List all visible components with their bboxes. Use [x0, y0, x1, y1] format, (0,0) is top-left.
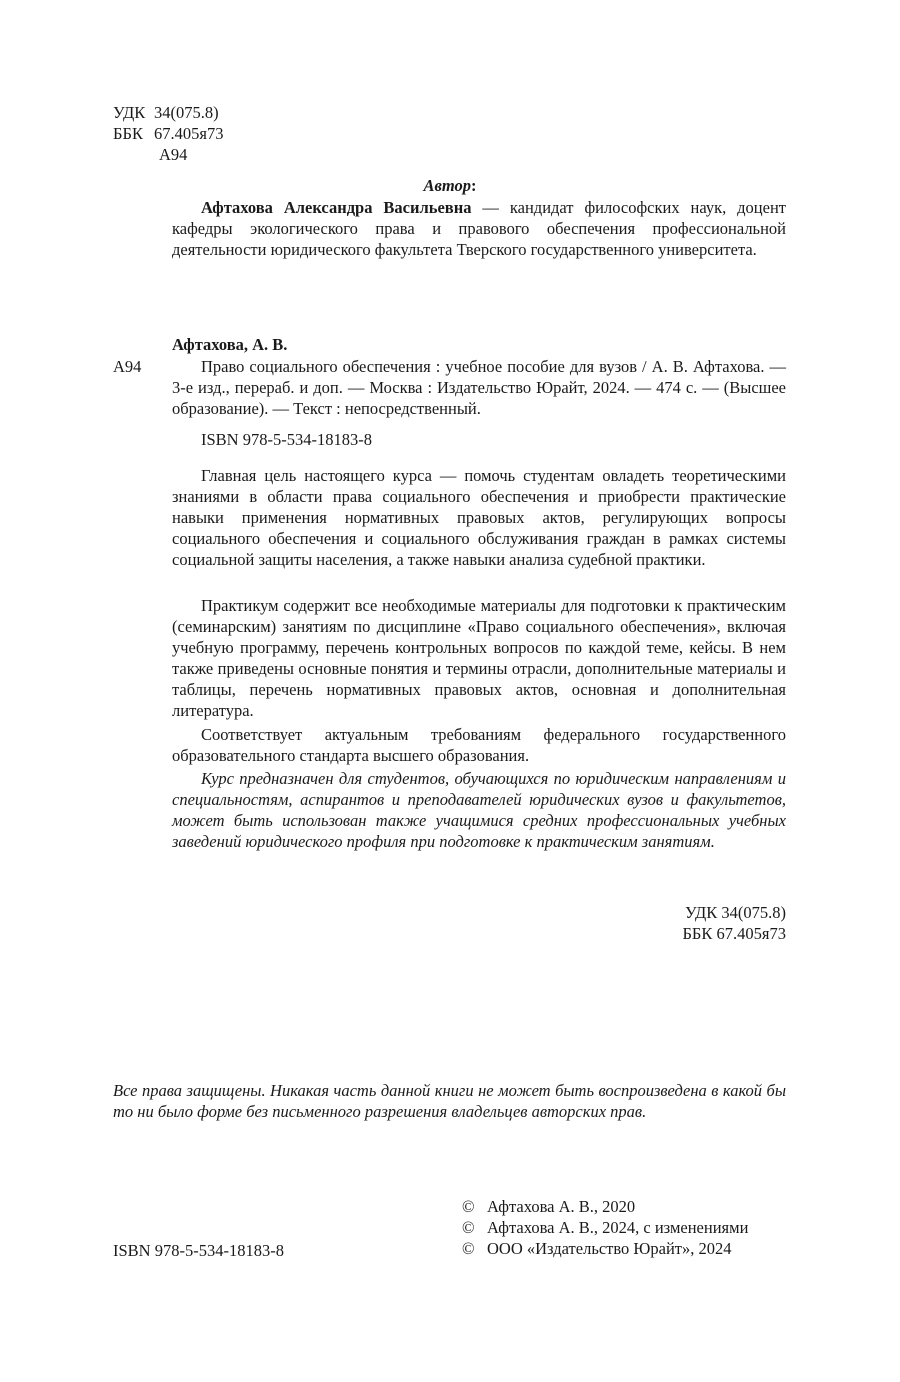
author-mark-top: А94 — [159, 145, 188, 164]
bbk-value: 67.405я73 — [154, 124, 224, 143]
bbk-bottom: ББК 67.405я73 — [682, 924, 786, 943]
annotation-paragraph-1: Главная цель настоящего курса — помочь студентам овладеть теоретическими знаниями в области права социального обеспечения и приобрести практические навыки применения нормативных правовых актов, регулирующих вопросы социального обеспечения и социального обслуживания граждан в рамках системы социальной защиты населения, а также навыки анализа судебной практики. — [172, 466, 786, 569]
annotation-paragraph-4: Курс предназначен для студентов, обучающихся по юридическим направлениям и специальностям, аспирантов и преподавателей юридических вузов и факультетов, может быть использован также учащимися средних профессиональных учебных заведений юридического профиля при подготовке к практическим занятиям. — [172, 769, 786, 851]
bbk-label: ББК — [113, 124, 143, 143]
annotation-paragraph-2: Практикум содержит все необходимые материалы для подготовки к практическим (семинарским) занятиям по дисциплине «Право социального обеспечения», включая учебную программу, перечень контрольных вопросов по каждой теме, кейсы. В нем также приведены основные понятия и термины отрасли, дополнительные материалы и таблицы, перечень нормативных правовых актов, основная и дополнительная литература. — [172, 596, 786, 720]
author-description — [172, 197, 786, 260]
author-heading-text: Автор — [423, 176, 471, 195]
classification-block — [113, 102, 223, 165]
author-name: Афтахова Александра Васильевна — [201, 198, 472, 217]
udk-bottom: УДК 34(075.8) — [684, 903, 786, 922]
copyright-text: ООО «Издательство Юрайт», 2024 — [487, 1239, 732, 1258]
copyright-icon: © — [462, 1218, 475, 1237]
rights-notice: Все права защищены. Никакая часть данной книги не может быть воспроизведена в какой бы то ни было форме без письменного разрешения владельцев авторских прав. — [113, 1081, 786, 1121]
annotation-paragraph-3: Соответствует актуальным требованиям федерального государственного образовательного стандарта высшего образования. — [172, 725, 786, 765]
udk-row — [113, 102, 223, 123]
author-heading-colon: : — [471, 176, 477, 195]
classification-bottom — [586, 902, 786, 944]
copyright-icon: © — [462, 1197, 475, 1216]
copyright-text: Афтахова А. В., 2024, с изменениями — [487, 1218, 749, 1237]
isbn-main: ISBN 978-5-534-18183-8 — [201, 430, 372, 449]
copyright-icon: © — [462, 1239, 475, 1258]
main-author: Афтахова, А. В. — [172, 335, 288, 354]
copyright-line — [462, 1196, 748, 1217]
bibliographic-description: Право социального обеспечения : учебное пособие для вузов / А. В. Афтахова. — 3-е изд., перераб. и доп. — Москва : Издательство Юрайт, 2024. — 474 с. — (Высшее образование). — Текст : непосредственный. — [172, 357, 786, 418]
copyright-line — [462, 1238, 748, 1259]
copyright-block — [462, 1196, 748, 1259]
udk-value: 34(075.8) — [154, 103, 219, 122]
isbn-bottom: ISBN 978-5-534-18183-8 — [113, 1241, 284, 1260]
bbk-row — [113, 123, 223, 144]
copyright-line — [462, 1217, 748, 1238]
udk-label: УДК — [113, 103, 146, 122]
author-heading — [0, 175, 900, 196]
copyright-text: Афтахова А. В., 2020 — [487, 1197, 636, 1216]
author-bio: — кандидат философских наук, доцент кафедры экологического права и правового обеспечения профессиональной деятельности юридического факультета Тверского государственного университета. — [172, 198, 786, 259]
author-mark-side: А94 — [113, 357, 142, 376]
